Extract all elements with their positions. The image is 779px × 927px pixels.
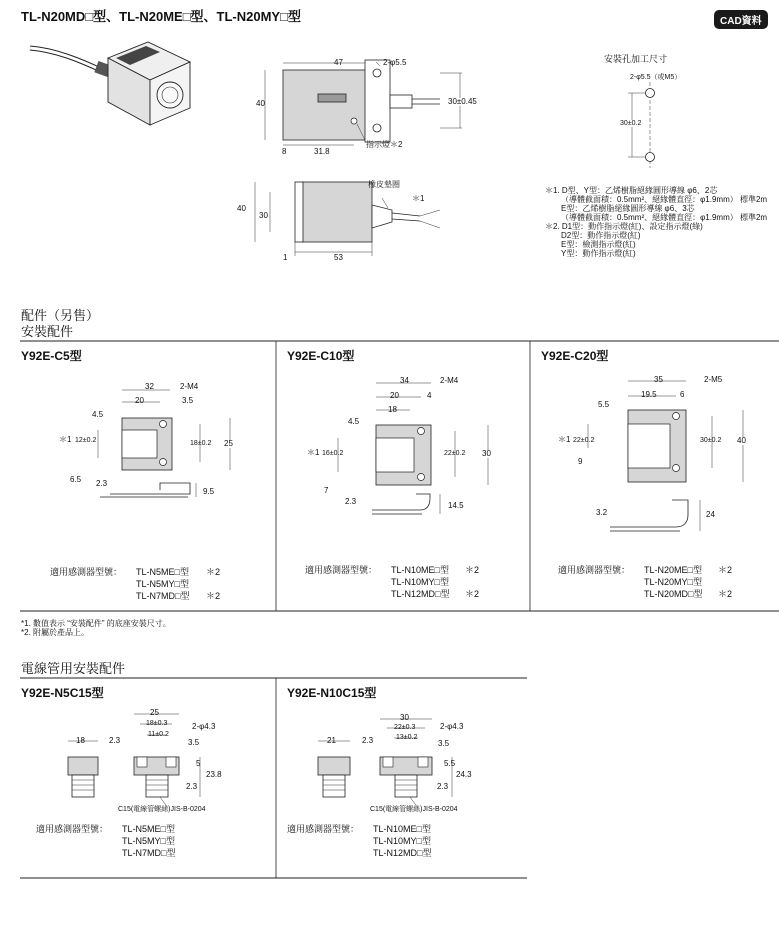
c10-dim: 2-M4 — [440, 376, 459, 385]
n10-dim: 22±0.3 — [394, 724, 416, 731]
model-name: TL-N10ME□型 — [373, 824, 431, 834]
c5-dim: 2.3 — [96, 479, 108, 488]
model-mark: ＊2 — [206, 591, 221, 601]
n5-apply-label: 適用感測器型號： — [36, 824, 109, 834]
c20-dim: ＊1 — [558, 435, 571, 444]
model-name: TL-N10ME□型 — [391, 565, 449, 575]
model-name: TL-N7MD□型 — [136, 591, 190, 601]
note-line: （導體截面積：0.5mm²、絕緣體直徑：φ1.9mm） 標準2m — [561, 195, 768, 204]
model-mark: ＊2 — [718, 589, 733, 599]
box-c5-title: Y92E-C5型 — [21, 349, 82, 363]
n5-dim: 2-φ4.3 — [192, 722, 216, 731]
c10-dim: 7 — [324, 486, 329, 495]
model-mark: ＊2 — [718, 565, 733, 575]
n10-dim: 24.3 — [456, 770, 472, 779]
n10-dim: 2.3 — [362, 736, 374, 745]
mount-hole-pitch: 30±0.2 — [620, 120, 642, 127]
dim-31-8: 31.8 — [314, 147, 330, 156]
mount-hole-spec: 2-φ5.5（或M5） — [630, 74, 682, 81]
c10-dim: ＊1 — [307, 448, 320, 457]
c10-dim: 30 — [482, 449, 491, 458]
model-mark: ＊2 — [465, 565, 480, 575]
c20-dim: 24 — [706, 510, 715, 519]
c5-dim: 4.5 — [92, 410, 104, 419]
model-name: TL-N10MY□型 — [391, 577, 449, 587]
c5-dim: ＊1 — [59, 435, 72, 444]
c20-dim: 2-M5 — [704, 375, 723, 384]
c5-dim: 25 — [224, 439, 233, 448]
box-c10-title: Y92E-C10型 — [287, 349, 355, 363]
c20-apply-label: 適用感測器型號： — [558, 565, 631, 575]
c20-dim: 9 — [578, 457, 583, 466]
c5-dim: 2-M4 — [180, 382, 199, 391]
c5-dim: 3.5 — [182, 396, 194, 405]
n5-dim: 2.3 — [186, 782, 198, 791]
model-name: TL-N10MY□型 — [373, 836, 431, 846]
note-line: Y型：動作指示燈(紅) — [561, 249, 636, 258]
dim-side-1: 1 — [283, 253, 288, 262]
c10-dim: 16±0.2 — [322, 450, 344, 457]
c10-apply-label: 適用感測器型號： — [305, 565, 378, 575]
n10-dim: 3.5 — [438, 739, 450, 748]
dim-8: 8 — [282, 147, 287, 156]
model-name: TL-N12MD□型 — [391, 589, 450, 599]
c20-dim: 40 — [737, 436, 746, 445]
indicator-label: 指示燈＊2 — [366, 140, 403, 149]
n10-dim: 5.5 — [444, 759, 456, 768]
c10-dim: 2.3 — [345, 497, 357, 506]
n10-dim: 21 — [327, 736, 336, 745]
model-name: TL-N5MY□型 — [136, 579, 189, 589]
n5-dim: 2.3 — [109, 736, 121, 745]
c20-dim: 19.5 — [641, 390, 657, 399]
n10-thread-label: C15(電線管螺絲)JIS-B-0204 — [370, 806, 458, 813]
n5-dim: 3.5 — [188, 738, 200, 747]
c10-dim: 34 — [400, 376, 409, 385]
box-n10c15-title: Y92E-N10C15型 — [287, 686, 377, 700]
c20-dim: 35 — [654, 375, 663, 384]
cad-data-badge[interactable]: CAD資料 — [714, 10, 768, 29]
n10-dim: 13±0.2 — [396, 734, 418, 741]
model-name: TL-N5ME□型 — [122, 824, 175, 834]
model-name: TL-N20MY□型 — [644, 577, 702, 587]
mount-hole-title: 安裝孔加工尺寸 — [604, 54, 668, 64]
n5-dim: 18±0.3 — [146, 720, 168, 727]
dim-40: 40 — [256, 99, 265, 108]
note-line: （導體截面積：0.5mm²、絕緣體直徑：φ1.9mm） 標準2m — [561, 213, 768, 222]
c5-dim: 12±0.2 — [75, 437, 97, 444]
page-title: TL-N20MD□型、TL-N20ME□型、TL-N20MY□型 — [21, 9, 301, 24]
mounting-heading: 安裝配件 — [21, 324, 74, 339]
c5-dim: 18±0.2 — [190, 440, 212, 447]
c10-dim: 20 — [390, 391, 399, 400]
note-line: D2型：動作指示燈(紅) — [561, 231, 641, 240]
box-n5c15-title: Y92E-N5C15型 — [21, 686, 104, 700]
cable-note-mark: ＊1 — [412, 194, 425, 203]
c5-dim: 32 — [145, 382, 154, 391]
n5-dim: 25 — [150, 708, 159, 717]
model-mark: ＊2 — [206, 567, 221, 577]
model-name: TL-N5ME□型 — [136, 567, 189, 577]
model-name: TL-N12MD□型 — [373, 848, 432, 858]
model-mark: ＊2 — [465, 589, 480, 599]
c20-dim: 22±0.2 — [573, 437, 595, 444]
c5-apply-label: 適用感測器型號： — [50, 567, 123, 577]
n10-models — [373, 823, 431, 859]
model-name: TL-N20MD□型 — [644, 589, 703, 599]
dim-side-53: 53 — [334, 253, 343, 262]
c10-dim: 18 — [388, 405, 397, 414]
n5-dim: 11±0.2 — [148, 731, 169, 738]
n10-dim: 30 — [400, 713, 409, 722]
c20-dim: 5.5 — [598, 400, 610, 409]
accessories-heading: 配件（另售） — [21, 308, 100, 323]
box-c20-title: Y92E-C20型 — [541, 349, 609, 363]
note-line: ＊2. D1型：動作指示燈(紅)、設定指示燈(綠) — [545, 222, 703, 231]
c10-dim: 4.5 — [348, 417, 360, 426]
note-line: ＊1. D型、Y型：乙烯樹脂絕緣圓形導線 φ6、2芯 — [545, 186, 718, 195]
model-name: TL-N7MD□型 — [122, 848, 176, 858]
n10-dim: 2.3 — [437, 782, 449, 791]
model-name: TL-N5MY□型 — [122, 836, 175, 846]
c20-dim: 3.2 — [596, 508, 608, 517]
footnote: *2. 附屬於產品上。 — [21, 628, 90, 637]
n10-apply-label: 適用感測器型號： — [287, 824, 360, 834]
dim-side-30: 30 — [259, 211, 268, 220]
dim-30: 30±0.45 — [448, 97, 477, 106]
c10-dim: 4 — [427, 391, 432, 400]
n10-dim: 2-φ4.3 — [440, 722, 464, 731]
dim-side-40: 40 — [237, 204, 246, 213]
note-line: E型：檢測指示燈(紅) — [561, 240, 636, 249]
c10-dim: 14.5 — [448, 501, 464, 510]
n5-dim: 5 — [196, 759, 201, 768]
dim-47: 47 — [334, 58, 343, 67]
dim-hole: 2-φ5.5 — [383, 58, 407, 67]
conduit-heading: 電線管用安裝配件 — [21, 661, 126, 676]
c20-dim: 30±0.2 — [700, 437, 722, 444]
c10-dim: 22±0.2 — [444, 450, 466, 457]
c20-dim: 6 — [680, 390, 685, 399]
n5-thread-label: C15(電線管螺絲)JIS-B-0204 — [118, 806, 206, 813]
c5-dim: 9.5 — [203, 487, 215, 496]
c5-dim: 20 — [135, 396, 144, 405]
n5-dim: 23.8 — [206, 770, 222, 779]
gasket-label: 橡皮墊圈 — [368, 180, 400, 189]
c5-dim: 6.5 — [70, 475, 82, 484]
n5-dim: 18 — [76, 736, 85, 745]
footnote: *1. 數值表示 “安裝配件” 的底座安裝尺寸。 — [21, 619, 171, 628]
note-line: E型：乙烯樹脂絕緣圓形導線 φ6、3芯 — [561, 204, 695, 213]
model-name: TL-N20ME□型 — [644, 565, 702, 575]
